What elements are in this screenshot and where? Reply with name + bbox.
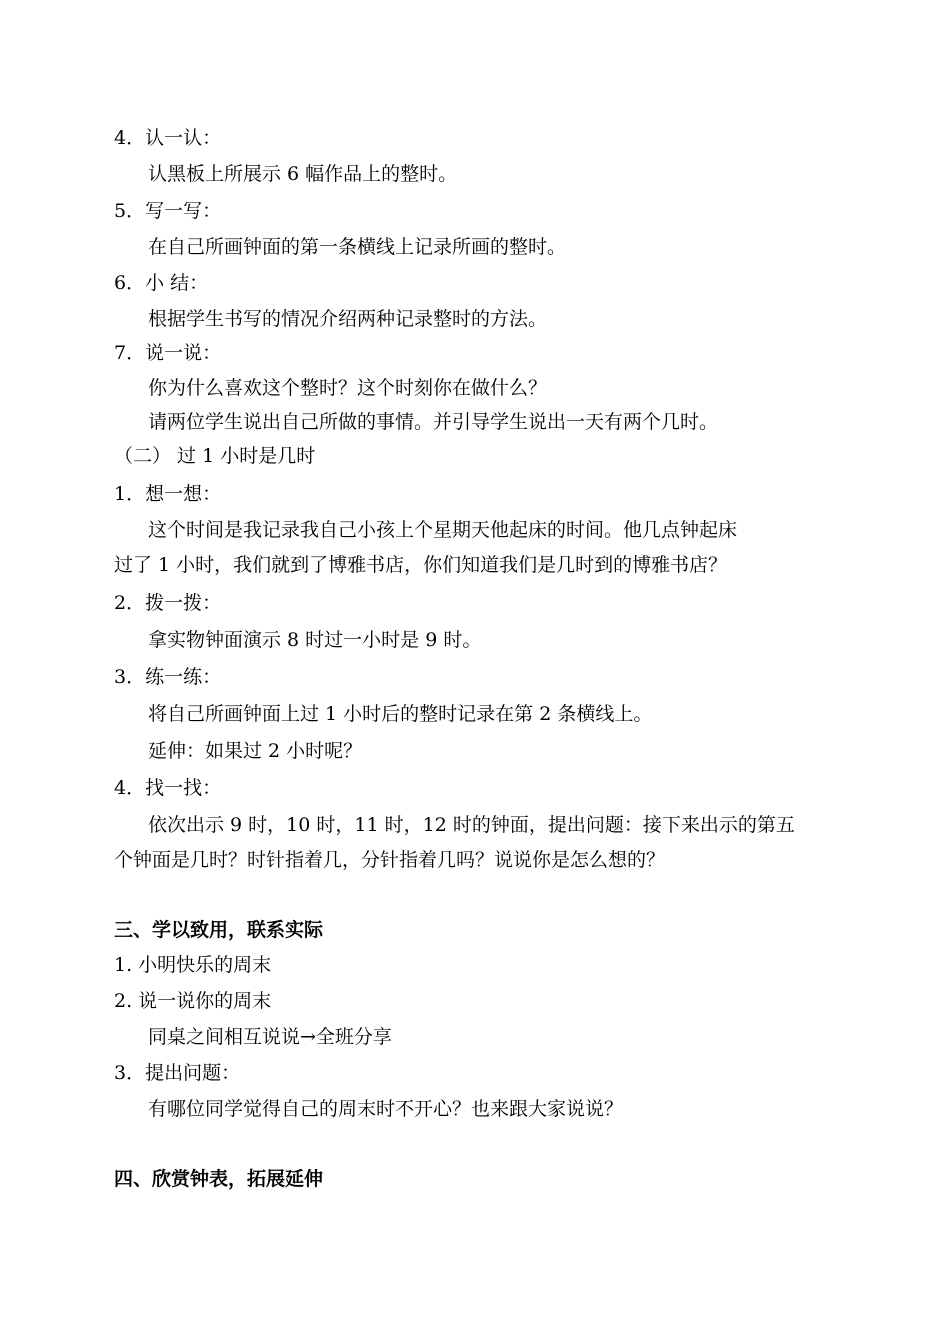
section-heading-4: 四、欣赏钟表，拓展延伸 — [114, 1168, 324, 1190]
paragraph: 延伸：如果过 2 小时呢？ — [148, 740, 363, 762]
list-item: 2. 说一说你的周末 — [114, 990, 272, 1012]
paragraph: 将自己所画钟面上过 1 小时后的整时记录在第 2 条横线上。 — [148, 703, 653, 725]
paragraph: 在自己所画钟面的第一条横线上记录所画的整时。 — [148, 236, 567, 258]
paragraph-continuation: 过了 1 小时，我们就到了博雅书店，你们知道我们是几时到的博雅书店？ — [114, 554, 728, 576]
item-3-title: 3．练一练： — [114, 666, 222, 688]
paragraph: 认黑板上所展示 6 幅作品上的整时。 — [148, 163, 458, 185]
section-heading-3: 三、学以致用，联系实际 — [114, 919, 324, 941]
item-6-title: 6．小 结： — [114, 272, 209, 294]
item-1-title: 1．想一想： — [114, 483, 222, 505]
item-7-title: 7．说一说： — [114, 342, 222, 364]
paragraph: 同桌之间相互说说→全班分享 — [148, 1026, 392, 1048]
paragraph: 有哪位同学觉得自己的周末时不开心？也来跟大家说说？ — [148, 1098, 624, 1120]
item-2-title: 2．拨一拨： — [114, 592, 222, 614]
paragraph-continuation: 个钟面是几时？时针指着几，分针指着几吗？说说你是怎么想的？ — [114, 849, 666, 871]
item-5-title: 5．写一写： — [114, 200, 222, 222]
paragraph: 这个时间是我记录我自己小孩上个星期天他起床的时间。他几点钟起床 — [148, 519, 738, 541]
section-title: （二） 过 1 小时是几时 — [114, 445, 316, 467]
paragraph: 根据学生书写的情况介绍两种记录整时的方法。 — [148, 308, 548, 330]
item-4-title: 4．认一认： — [114, 127, 222, 149]
paragraph: 依次出示 9 时，10 时，11 时，12 时的钟面，提出问题：接下来出示的第五 — [148, 814, 795, 836]
list-item: 3．提出问题： — [114, 1062, 241, 1084]
paragraph: 拿实物钟面演示 8 时过一小时是 9 时。 — [148, 629, 482, 651]
list-item: 1. 小明快乐的周末 — [114, 954, 272, 976]
paragraph: 你为什么喜欢这个整时？这个时刻你在做什么？ — [148, 377, 548, 399]
item-4b-title: 4．找一找： — [114, 777, 222, 799]
paragraph: 请两位学生说出自己所做的事情。并引导学生说出一天有两个几时。 — [148, 411, 719, 433]
